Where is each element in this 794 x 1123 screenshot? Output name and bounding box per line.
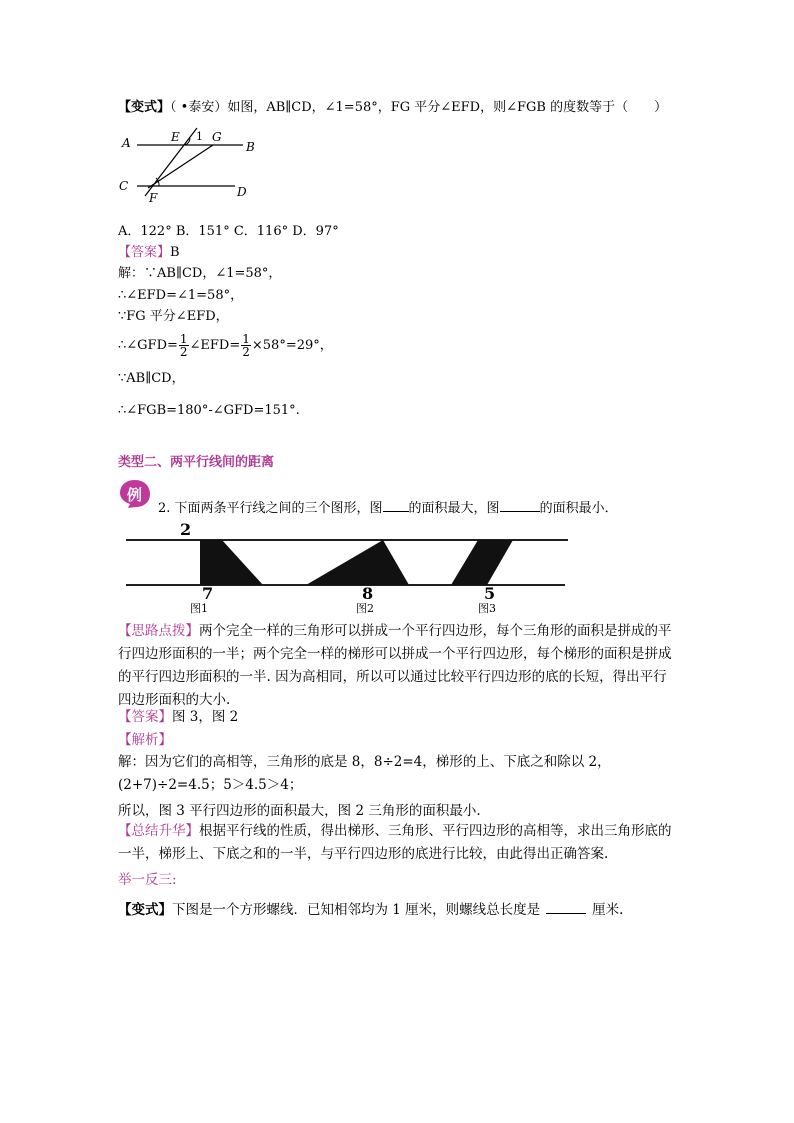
example-question xyxy=(158,499,618,517)
question-part-c: 的面积最小． xyxy=(539,501,618,516)
solution-line-6: ∴∠FGB=180°-∠GFD=151°. xyxy=(118,403,300,418)
question-part-a: 2. 下面两条平行线之间的三个图形，图 xyxy=(158,501,383,516)
frac2-den: 2 xyxy=(242,345,250,359)
fraction-half-2 xyxy=(241,333,251,358)
variant2-text-b: 厘米. xyxy=(592,902,624,918)
analysis-label: 【解析】 xyxy=(118,732,172,748)
blank-2 xyxy=(500,499,540,512)
caption-fig3: 图3 xyxy=(478,602,496,615)
line-fg xyxy=(148,145,213,188)
example-badge-text: 例 xyxy=(127,486,143,504)
fraction-half-1 xyxy=(179,333,189,358)
answer-options: A．122° B．151° C．116° D．97° xyxy=(118,224,339,239)
label-b: B xyxy=(246,140,255,154)
answer-label: 【答案】 xyxy=(118,245,171,260)
question-part-b: 的面积最大，图 xyxy=(408,501,500,516)
summary-paragraph xyxy=(118,820,678,866)
answer-line xyxy=(118,245,180,261)
label-5: 5 xyxy=(484,584,496,603)
conclusion-line: 所以，图 3 平行四边形的面积最大，图 2 三角形的面积最小. xyxy=(118,803,481,819)
label-1: 1 xyxy=(196,130,203,143)
answer2-text: 图 3，图 2 xyxy=(172,709,239,725)
hint-label: 【思路点拨】 xyxy=(118,623,199,639)
variant2-line xyxy=(118,901,623,918)
label-f: F xyxy=(149,191,158,205)
solution-line-2: ∴∠EFD=∠1=58°， xyxy=(118,288,244,303)
blank-3 xyxy=(546,901,586,914)
blank-1 xyxy=(383,499,409,512)
label-a: A xyxy=(122,136,131,150)
hint-paragraph xyxy=(118,620,678,712)
practice-label: 举一反三: xyxy=(118,872,177,888)
label-g: G xyxy=(212,130,222,144)
label-8: 8 xyxy=(362,584,374,603)
shape-triangle xyxy=(306,540,409,585)
label-7: 7 xyxy=(202,584,214,603)
parallel-lines-figure xyxy=(115,124,275,208)
label-c: C xyxy=(119,179,129,193)
variant-question xyxy=(118,100,667,116)
summary-text: 根据平行线的性质，得出梯形、三角形、平行四边形的高相等，求出三角形底的一半，梯形上、下底之和的一半，与平行四边形的底进行比较，由此得出正确答案. xyxy=(118,823,672,862)
variant-label: 【变式】 xyxy=(118,100,171,115)
sol4-middle: ∠EFD= xyxy=(189,338,241,353)
solution-line-3: ∵FG 平分∠EFD， xyxy=(118,309,229,324)
frac1-num: 1 xyxy=(179,332,188,346)
solution-line-1: 解：∵AB∥CD，∠1=58°， xyxy=(118,266,282,281)
sol4-prefix: ∴∠GFD= xyxy=(118,338,178,353)
caption-fig2: 图2 xyxy=(356,602,374,615)
summary-label: 【总结升华】 xyxy=(118,823,199,839)
label-d: D xyxy=(237,185,247,199)
solution-line-4 xyxy=(118,333,333,358)
frac1-den: 2 xyxy=(179,345,188,359)
label-e: E xyxy=(171,130,180,144)
solution-line-5: ∵AB∥CD， xyxy=(118,371,185,386)
shapes-figure xyxy=(120,518,580,618)
analysis-paragraph: 解：因为它们的高相等，三角形的底是 8，8÷2=4，梯形的上、下底之和除以 2，(2+7)÷2=4.5；5＞4.5＞4； xyxy=(118,754,611,793)
variant2-label: 【变式】 xyxy=(118,902,172,918)
label-2: 2 xyxy=(180,520,192,539)
example-badge xyxy=(119,479,151,509)
frac2-num: 1 xyxy=(242,332,250,346)
section-heading: 类型二、两平行线间的距离 xyxy=(118,455,275,470)
answer2-label: 【答案】 xyxy=(118,709,172,725)
sol4-suffix: ×58°=29°， xyxy=(251,338,333,353)
shape-trapezoid xyxy=(200,540,263,585)
shape-parallelogram xyxy=(451,540,513,585)
variant2-text-a: 下图是一个方形螺线．已知相邻均为 1 厘米，则螺线总长度是 xyxy=(172,902,541,918)
answer2-line xyxy=(118,709,238,725)
variant-question-text: （ •泰安）如图，AB∥CD，∠1=58°，FG 平分∠EFD，则∠FGB 的度数等于（ ） xyxy=(170,100,668,115)
caption-fig1: 图1 xyxy=(190,602,208,615)
answer-value: B xyxy=(170,245,180,260)
hint-text: 两个完全一样的三角形可以拼成一个平行四边形，每个三角形的面积是拼成的平行四边形面积的一半；两个完全一样的梯形可以拼成一个平行四边形，每个梯形的面积是拼成的平行四边形面积的一半. 因为高相同，所以可以通过比较平行四边形的底的长短，得出平行四边形面积的大小. xyxy=(118,623,672,708)
